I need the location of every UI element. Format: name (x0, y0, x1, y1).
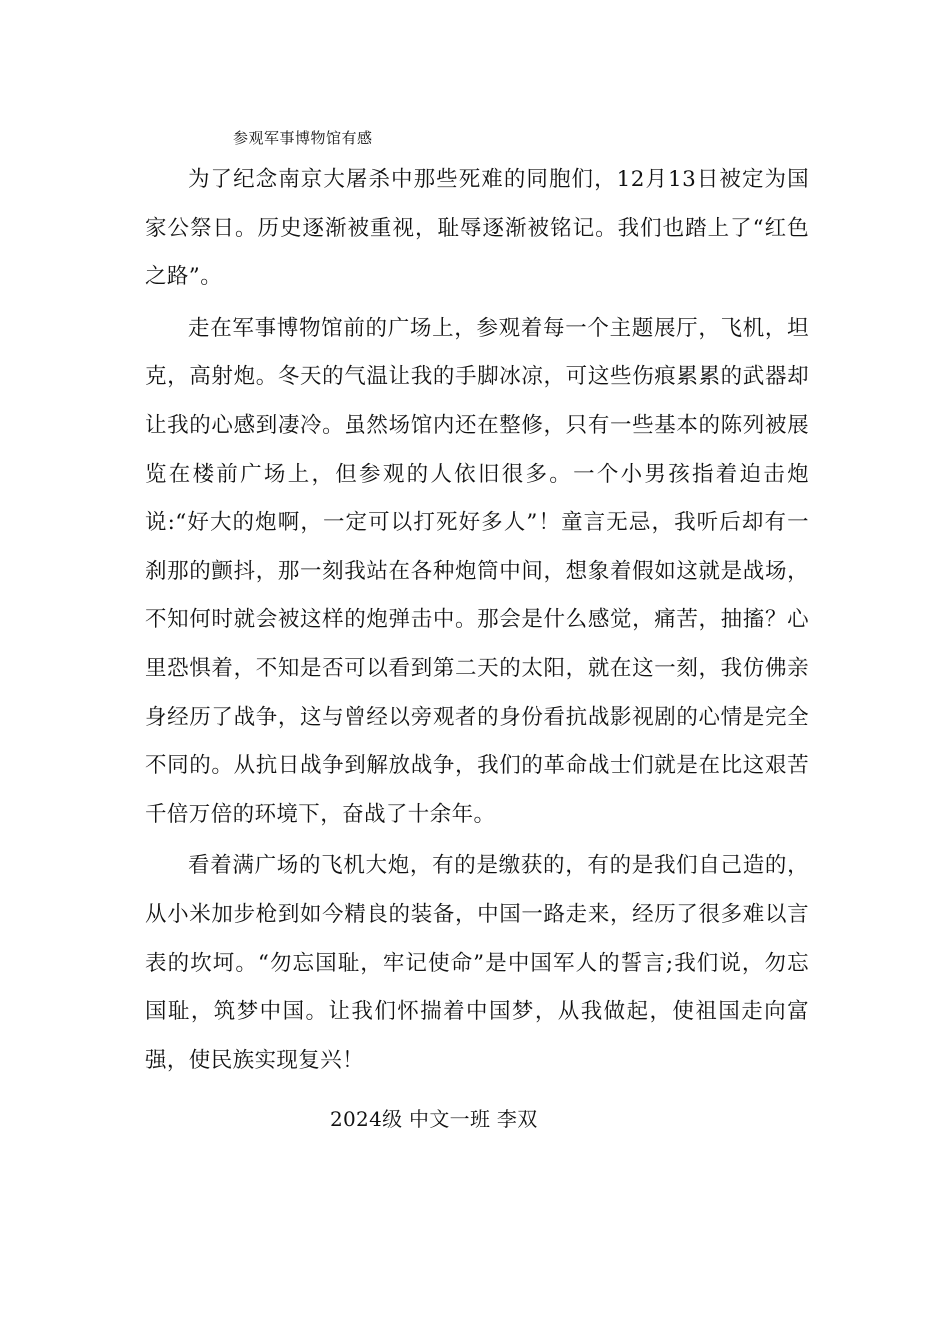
author-signature: 2024级 中文一班 李双 (330, 1107, 538, 1131)
paragraph-2: 走在军事博物馆前的广场上，参观着每一个主题展厅，飞机，坦克，高射炮。冬天的气温让我的手脚冰凉，可这些伤痕累累的武器却让我的心感到凄冷。虽然场馆内还在整修，只有一些基本的陈列被展览在楼前广场上，但参观的人依旧很多。一个小男孩指着迫击炮说:“好大的炮啊，一定可以打死好多人”！童言无忌，我听后却有一刹那的颤抖，那一刻我站在各种炮筒中间，想象着假如这就是战场，不知何时就会被这样的炮弹击中。那会是什么感觉，痛苦，抽搐？心里恐惧着，不知是否可以看到第二天的太阳，就在这一刻，我仿佛亲身经历了战争，这与曾经以旁观者的身份看抗战影视剧的心情是完全不同的。从抗日战争到解放战争，我们的革命战士们就是在比这艰苦千倍万倍的环境下，奋战了十余年。 (145, 315, 809, 827)
paragraph-3: 看着满广场的飞机大炮，有的是缴获的，有的是我们自己造的，从小米加步枪到如今精良的装备，中国一路走来，经历了很多难以言表的坎坷。“勿忘国耻，牢记使命”是中国军人的誓言;我们说，勿忘国耻，筑梦中国。让我们怀揣着中国梦，从我做起，使祖国走向富强，使民族实现复兴！ (145, 853, 809, 1073)
paragraph-1: 为了纪念南京大屠杀中那些死难的同胞们，12月13日被定为国家公祭日。历史逐渐被重视，耻辱逐渐被铭记。我们也踏上了“红色之路”。 (145, 167, 809, 290)
document-title: 参观军事博物馆有感 (233, 129, 373, 147)
document-body (145, 156, 809, 1085)
